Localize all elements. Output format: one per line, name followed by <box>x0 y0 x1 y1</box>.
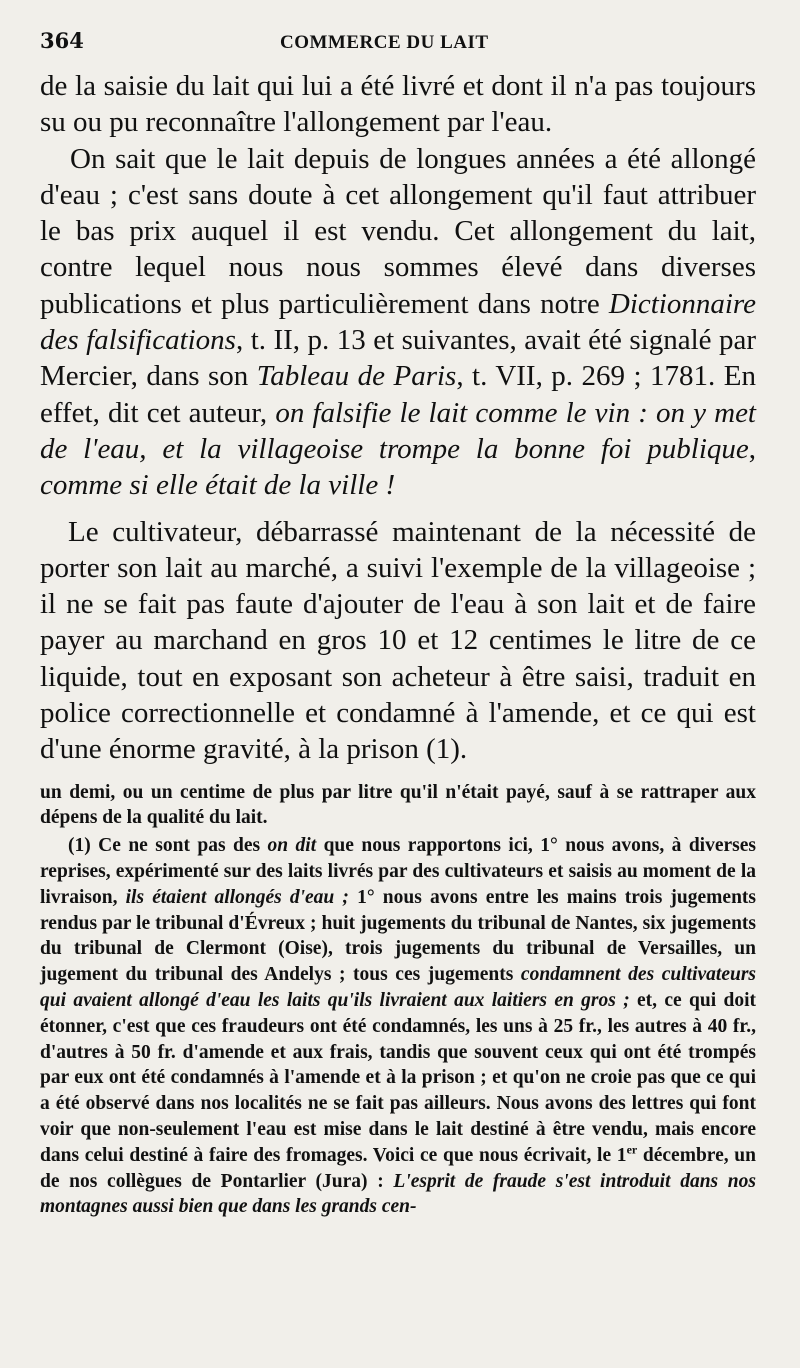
italic-title-tableau: Tableau de Paris <box>256 360 457 393</box>
text-run: , t. VII, p. 269 ; 1781. En effet, dit cet auteur, <box>40 360 757 429</box>
text-run: et, ce qui doit étonner, c'est que ces fraudeurs ont été condamnés, les uns à 25 fr., les autres à 40 fr., d'autres à 50 fr. d'amende et aux frais, tandis que souvent ceux qui ont été trompés par eux ont été condamnés à l'amende et à la prison ; et qu'on ne croie pas que ce qui a été observé dans nos localités ne se fait pas ailleurs. Nous avons des lettres qui font voir que non-seulement l'eau est mise dans le lait destiné à être vendu, mais encore dans celui destiné à faire des fromages. Voici ce que nous écrivait, le 1 <box>40 990 756 1166</box>
main-text <box>40 68 756 768</box>
text-run: décembre, un de nos collègues de Pontarlier (Jura) : <box>40 1144 756 1192</box>
text-run: 1° nous avons entre les mains trois jugements rendus par le tribunal d'Évreux ; huit jugements du tribunal de Nantes, six jugements du tribunal de Clermont (Oise), trois jugements du tribunal de Versailles, un jugement du tribunal des Andelys ; tous ces jugements <box>40 886 757 986</box>
paragraph-cultivateur: Le cultivateur, débarrassé maintenant de la nécessité de porter son lait au marché, a suivi l'exemple de la villageoise ; il ne se fait pas faute d'ajouter de l'eau à son lait et de faire payer au marchand en gros 10 et 12 centimes le litre de ce liquide, tout en exposant son acheteur à être saisi, traduit en police correctionnelle et condamné à l'amende, et ce qui est d'une énorme gravité, à la prison (1). <box>40 515 756 766</box>
text-run: (1) Ce ne sont pas des <box>68 835 268 857</box>
footnotes <box>40 780 756 1221</box>
footnote-continuation: un demi, ou un centime de plus par litre qu'il n'était payé, sauf à se rattraper aux dépens de la qualité du lait. <box>40 781 756 829</box>
page-number: 364 <box>40 28 84 53</box>
text-run: , <box>748 432 756 465</box>
footnote-1 <box>40 833 756 1220</box>
italic-quote-end: comme si elle était de la ville ! <box>40 469 396 502</box>
text-run: , t. II, p. 13 et suivantes, avait été signalé par Mercier, dans son <box>40 324 757 393</box>
italic-quote: on falsifie le lait comme le vin : on y met de l'eau, et la villageoise trompe la bonne foi publique <box>40 396 756 465</box>
page-header <box>40 28 756 68</box>
text-run: que nous rapportons ici, 1° nous avons, à diverses reprises, expérimenté sur des laits livrés par des cultivateurs et saisis au moment de la livraison, <box>40 835 756 908</box>
italic-on-dit: on dit <box>267 835 317 857</box>
italic-esprit-de-fraude: L'esprit de fraude s'est introduit dans nos montagnes aussi bien que dans les grands cen- <box>40 1170 756 1218</box>
italic-title-dictionnaire: Dictionnaire des falsifications <box>40 287 756 357</box>
italic-condamnent: condamnent des cultivateurs qui avaient allongé d'eau les laits qu'ils livraient aux laitiers en gros ; <box>40 964 756 1012</box>
italic-allonges: ils étaient allongés d'eau ; <box>125 886 349 908</box>
running-head: COMMERCE DU LAIT <box>280 32 489 53</box>
text-run: On sait que le lait depuis de longues années a été allongé d'eau ; c'est sans doute à cet allongement qu'il faut attribuer le bas prix auquel il est vendu. Cet allongement du lait, contre lequel nous nous sommes élevé dans diverses publications et plus particulièrement dans notre <box>40 142 756 320</box>
paragraph-mercier <box>40 141 756 504</box>
paragraph-continuation: de la saisie du lait qui lui a été livré et dont il n'a pas toujours su ou pu reconnaître l'allongement par l'eau. <box>40 70 756 139</box>
superscript-er: er <box>626 1142 638 1157</box>
